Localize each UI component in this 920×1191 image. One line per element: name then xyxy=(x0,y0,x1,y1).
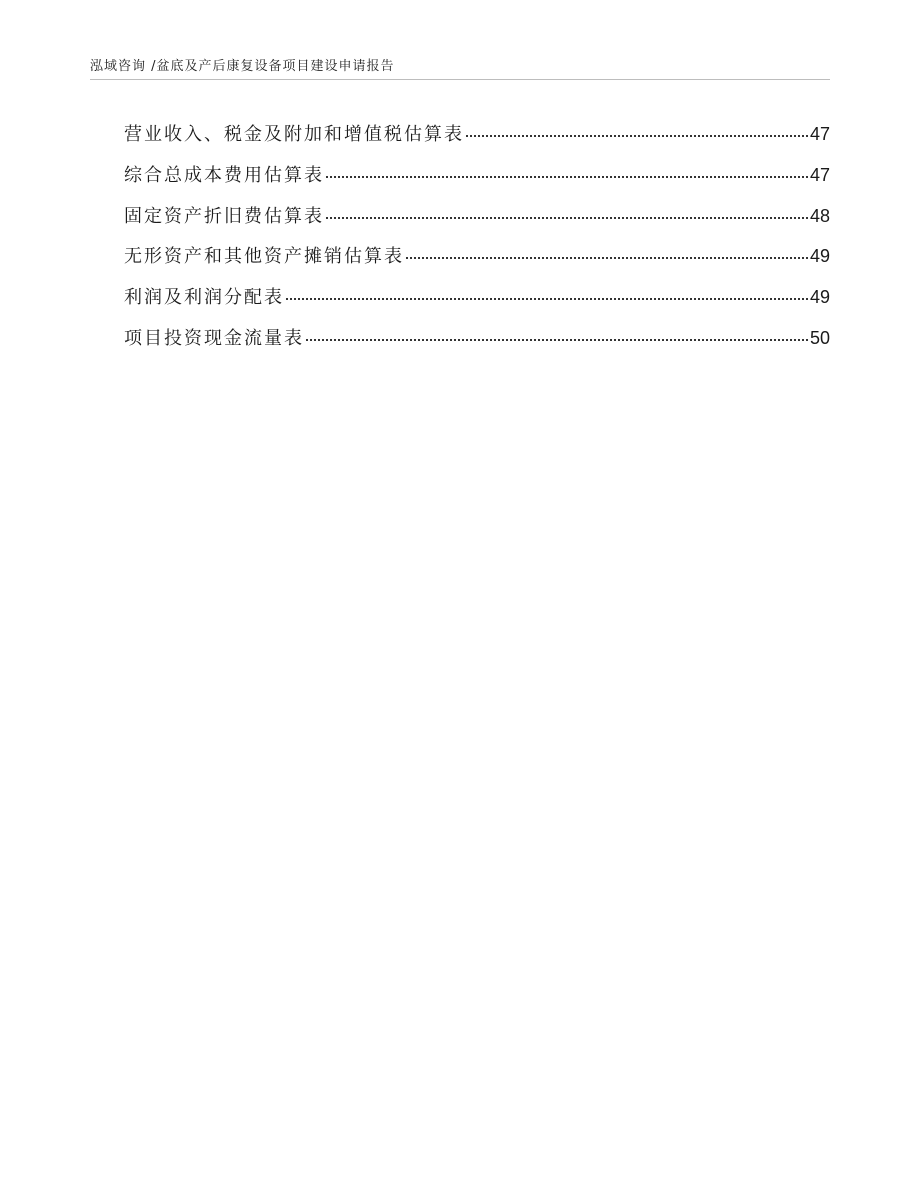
toc-entry[interactable] xyxy=(124,244,830,285)
toc-entry-title: 综合总成本费用估算表 xyxy=(124,164,324,186)
toc-entry-title: 无形资产和其他资产摊销估算表 xyxy=(124,246,404,268)
toc-entry-title: 项目投资现金流量表 xyxy=(124,327,304,349)
toc-dot-leader xyxy=(466,135,808,137)
toc-entry-page: 47 xyxy=(809,124,830,144)
toc-entry-title: 利润及利润分配表 xyxy=(124,287,284,309)
table-of-contents xyxy=(124,122,830,367)
toc-dot-leader xyxy=(326,176,808,178)
toc-entry-page: 47 xyxy=(809,164,830,185)
toc-dot-leader xyxy=(286,298,808,300)
toc-dot-leader xyxy=(306,339,808,341)
toc-dot-leader xyxy=(326,217,808,219)
toc-entry-page: 48 xyxy=(809,205,830,226)
toc-dot-leader xyxy=(406,257,808,259)
toc-entry[interactable] xyxy=(124,163,830,204)
toc-entry-page: 49 xyxy=(809,246,830,267)
page-header: 泓域咨询 /盆底及产后康复设备项目建设申请报告 xyxy=(90,59,395,74)
toc-entry[interactable] xyxy=(124,326,830,367)
header-divider xyxy=(90,79,830,80)
toc-entry-page: 49 xyxy=(809,287,830,308)
toc-entry[interactable] xyxy=(124,204,830,245)
toc-entry[interactable] xyxy=(124,285,830,326)
toc-entry[interactable] xyxy=(124,122,830,163)
toc-entry-title: 营业收入、税金及附加和增值税估算表 xyxy=(124,124,464,145)
toc-entry-page: 50 xyxy=(809,327,830,348)
toc-entry-title: 固定资产折旧费估算表 xyxy=(124,205,324,227)
